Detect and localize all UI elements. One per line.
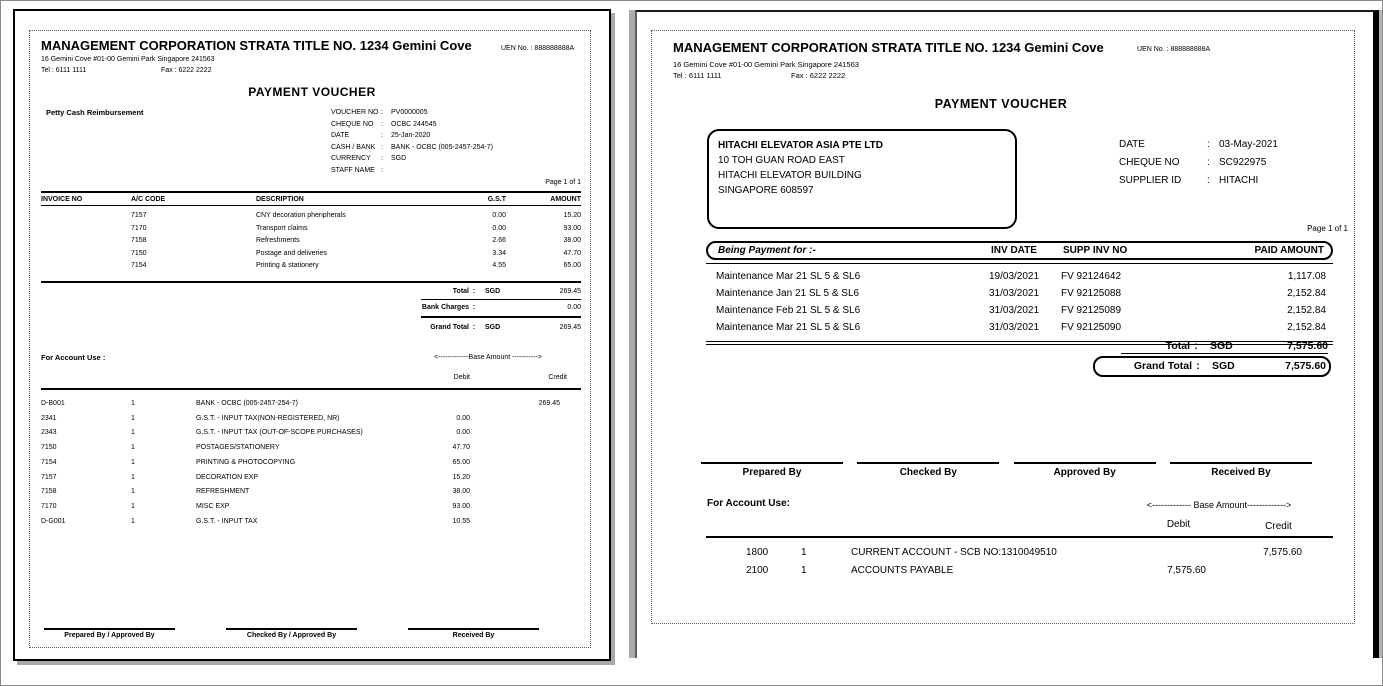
cell-credit — [470, 441, 560, 456]
supplier-address-line: SINGAPORE 608597 — [718, 185, 814, 196]
right-base-amount-arrow: <------------- Base Amount-------------> — [1146, 500, 1292, 510]
left-invoice-table — [41, 191, 581, 283]
cell-account-name: G.S.T. - INPUT TAX — [196, 517, 258, 525]
supplier-address-line: HITACHI ELEVATOR BUILDING — [718, 170, 862, 181]
cell-account-name: ACCOUNTS PAYABLE — [851, 565, 954, 576]
right-uen-value: 888888888A — [1170, 46, 1211, 53]
cell-account-name: G.S.T. - INPUT TAX(NON-REGISTERED, NR) — [196, 414, 340, 422]
account-row — [706, 544, 1333, 562]
detail-colon: : — [381, 166, 383, 174]
cell-amount: 65.00 — [563, 262, 581, 269]
cell-debit: 47.70 — [452, 444, 470, 452]
cell-inv-date: 19/03/2021 — [989, 271, 1040, 282]
left-uen-value: 888888888A — [534, 45, 575, 52]
signature-label: Received By — [1211, 467, 1271, 478]
detail-label: VOUCHER NO — [331, 109, 379, 116]
cell-description: Maintenance Jan 21 SL 5 & SL6 — [716, 288, 860, 299]
cell-debit: 15.20 — [452, 473, 470, 481]
right-payment-table — [706, 241, 1333, 345]
cell-amount: 47.70 — [563, 249, 581, 257]
signature-block — [408, 628, 539, 639]
cell-gst: 0.00 — [492, 224, 506, 232]
cell-account-name: BANK - OCBC (005-2457-254-7) — [196, 400, 298, 407]
left-credit-header: Credit — [548, 374, 567, 381]
detail-value — [391, 165, 493, 177]
detail-colon: : — [381, 155, 383, 162]
cell-amount: 38.00 — [563, 237, 581, 244]
grand-total-divider — [421, 316, 581, 318]
cell-supp-inv-no: FV 92125088 — [1061, 288, 1122, 299]
right-company-name: MANAGEMENT CORPORATION STRATA TITLE NO. 1234 Gemini Cove — [673, 40, 1104, 55]
supplier-address-box — [707, 129, 1017, 229]
bank-charges-label: Bank Charges — [421, 304, 469, 311]
cell-paid-amount: 1,117.08 — [1287, 271, 1326, 282]
cell-debit: 7,575.60 — [1167, 565, 1206, 576]
voucher-detail-row — [331, 107, 493, 119]
cell-debit: 0.00 — [456, 414, 470, 422]
col-invoice-no: INVOICE NO — [41, 196, 83, 203]
cell-qty: 1 — [131, 414, 135, 422]
cell-account-code: 7170 — [41, 502, 57, 510]
detail-label: DATE — [331, 132, 350, 139]
left-account-rows — [41, 397, 581, 529]
invoice-row — [41, 235, 581, 248]
cell-account-name: DECORATION EXP — [196, 473, 259, 481]
total-label: Total — [452, 288, 469, 295]
supplier-address-lines — [718, 153, 1006, 198]
right-payment-rows — [706, 264, 1333, 336]
account-row — [41, 515, 581, 530]
cell-inv-date: 31/03/2021 — [989, 305, 1040, 316]
cell-account-code: 7150 — [41, 444, 57, 452]
cell-qty: 1 — [131, 444, 135, 452]
cell-account-code: D-G001 — [41, 517, 66, 525]
right-account-divider — [706, 536, 1333, 538]
cell-description: Transport claims — [256, 224, 308, 232]
col-being-payment-for: Being Payment for :- — [718, 245, 816, 256]
right-grand-total-row — [1095, 359, 1326, 373]
cell-qty: 1 — [131, 517, 135, 525]
cell-account-name: REFRESHMENT — [196, 488, 250, 496]
right-company-address: 16 Gemini Cove #01-00 Gemini Park Singapore 241563 — [673, 60, 859, 69]
cell-credit — [470, 456, 560, 471]
account-row — [706, 562, 1333, 580]
cell-supp-inv-no: FV 92125090 — [1061, 322, 1122, 333]
detail-value: 03-May-2021 — [1219, 139, 1278, 150]
voucher-detail-row — [1119, 172, 1278, 190]
left-grand-total-row — [41, 321, 581, 334]
payment-row — [716, 319, 1326, 336]
signature-block — [226, 628, 357, 639]
account-row — [41, 456, 581, 471]
right-voucher-page — [635, 10, 1379, 658]
detail-value: OCBC 244545 — [391, 120, 437, 128]
cell-qty: 1 — [801, 565, 807, 576]
voucher-detail-row — [1119, 136, 1278, 154]
cell-qty: 1 — [131, 473, 135, 481]
account-row — [41, 485, 581, 500]
supplier-name: HITACHI ELEVATOR ASIA PTE LTD — [718, 140, 883, 151]
left-debit-header: Debit — [453, 374, 470, 381]
right-doc-title: PAYMENT VOUCHER — [934, 97, 1068, 111]
cell-description: Maintenance Feb 21 SL 5 & SL6 — [716, 305, 861, 316]
cell-gst: 4.55 — [492, 262, 506, 269]
cell-description: Maintenance Mar 21 SL 5 & SL6 — [716, 322, 861, 333]
cell-invoice-no — [41, 260, 131, 273]
grand-total-currency: SGD — [1212, 360, 1235, 372]
cell-credit — [470, 471, 560, 486]
total-label: Total — [1165, 340, 1190, 352]
cell-qty: 1 — [131, 458, 135, 466]
detail-value: HITACHI — [1219, 175, 1259, 186]
right-uen — [1137, 46, 1210, 53]
cell-qty: 1 — [131, 429, 135, 437]
cell-account-code: 7158 — [41, 488, 57, 496]
cell-ac-code: 7154 — [131, 262, 147, 269]
cell-qty: 1 — [131, 502, 135, 510]
cell-account-name: MISC EXP — [196, 502, 230, 510]
cell-amount: 15.20 — [563, 212, 581, 219]
detail-label: STAFF NAME — [331, 166, 375, 174]
cell-supp-inv-no: FV 92124642 — [1061, 271, 1122, 282]
left-uen-label: UEN No. : — [501, 45, 533, 52]
signature-label: Approved By — [1053, 467, 1116, 478]
cell-description: Postage and deliveries — [256, 249, 327, 257]
detail-value: BANK - OCBC (005-2457-254-7) — [391, 143, 493, 151]
cell-qty: 1 — [801, 547, 807, 558]
detail-value: SC922975 — [1219, 157, 1267, 168]
cell-description: CNY decoration pheripherals — [256, 212, 346, 219]
cell-account-name: G.S.T. - INPUT TAX (OUT-OF-SCOPE PURCHASES) — [196, 429, 363, 437]
right-account-rows — [706, 544, 1333, 580]
cell-gst: 0.00 — [492, 212, 506, 219]
account-row — [41, 426, 581, 441]
cell-qty: 1 — [131, 400, 135, 407]
signature-label: Checked By / Approved By — [246, 632, 337, 639]
cell-inv-date: 31/03/2021 — [989, 288, 1040, 299]
left-company-tel: Tel : 6111 1111 — [41, 67, 87, 74]
signature-label: Prepared By — [742, 467, 802, 478]
account-row — [41, 397, 581, 412]
total-value: 269.45 — [559, 288, 581, 295]
payment-row — [716, 302, 1326, 319]
cell-account-code: 2341 — [41, 414, 57, 422]
cell-debit: 65.00 — [452, 458, 470, 466]
cell-credit — [1206, 562, 1302, 580]
col-supp-inv-no: SUPP INV NO — [1063, 245, 1128, 256]
detail-label: SUPPLIER ID — [1119, 175, 1182, 186]
total-colon: : — [472, 288, 476, 295]
account-row — [41, 412, 581, 427]
account-row — [41, 500, 581, 515]
grand-total-colon: : — [1196, 360, 1200, 372]
bank-charges-value: 0.00 — [567, 304, 581, 311]
signature-label: Checked By — [899, 467, 957, 478]
cell-supp-inv-no: FV 92125089 — [1061, 305, 1122, 316]
cell-debit — [381, 397, 470, 412]
left-uen — [501, 45, 574, 52]
cell-gst: 3.34 — [492, 249, 506, 257]
detail-colon: : — [1207, 139, 1210, 150]
right-debit-header: Debit — [1166, 519, 1191, 530]
grand-total-currency: SGD — [485, 324, 501, 331]
total-currency: SGD — [1210, 340, 1233, 352]
cell-credit — [470, 485, 560, 500]
signature-block — [44, 628, 175, 639]
cell-description: Refreshments — [256, 237, 300, 244]
detail-value: SGD — [391, 155, 407, 162]
left-signature-section — [44, 628, 539, 639]
cell-account-code: D-B001 — [41, 400, 65, 407]
left-page-number: Page 1 of 1 — [545, 179, 581, 186]
signature-label: Prepared By / Approved By — [64, 632, 155, 639]
detail-label: CASH / BANK — [331, 143, 376, 151]
voucher-detail-row — [331, 130, 493, 142]
cell-description: Maintenance Mar 21 SL 5 & SL6 — [716, 271, 861, 282]
detail-colon: : — [1207, 157, 1210, 168]
total-value: 7,575.60 — [1287, 340, 1328, 352]
cell-inv-date: 31/03/2021 — [989, 322, 1040, 333]
cell-debit — [1111, 544, 1206, 562]
cell-amount: 93.00 — [563, 224, 581, 232]
cell-invoice-no — [41, 235, 131, 248]
voucher-detail-row — [331, 165, 493, 177]
cell-ac-code: 7150 — [131, 249, 147, 257]
left-account-divider — [41, 388, 581, 390]
cell-credit — [470, 515, 560, 530]
cell-invoice-no — [41, 223, 131, 236]
cell-account-name: CURRENT ACCOUNT - SCB NO:1310049510 — [851, 547, 1057, 558]
col-paid-amount: PAID AMOUNT — [1254, 245, 1324, 256]
right-uen-label: UEN No. : — [1137, 46, 1169, 53]
cell-account-name: POSTAGES/STATIONERY — [196, 444, 280, 452]
total-currency: SGD — [485, 288, 501, 295]
total-divider — [1121, 353, 1328, 354]
cell-account-code: 7157 — [41, 473, 57, 481]
cell-ac-code: 7158 — [131, 237, 147, 244]
right-signature-section — [701, 462, 1312, 478]
right-company-fax: Fax : 6222 2222 — [791, 71, 846, 80]
signature-block — [1014, 462, 1156, 478]
right-account-use-heading: For Account Use: — [707, 498, 790, 509]
cell-credit — [470, 426, 560, 441]
cell-debit: 0.00 — [456, 429, 470, 437]
payment-row — [716, 285, 1326, 302]
total-colon: : — [1194, 340, 1198, 352]
grand-total-box — [1093, 356, 1331, 377]
right-company-tel: Tel : 6111 1111 — [673, 71, 722, 80]
detail-colon: : — [381, 109, 383, 116]
voucher-detail-row — [331, 153, 493, 165]
left-memo: Petty Cash Reimbursement — [46, 108, 144, 117]
right-voucher-details — [1119, 136, 1278, 190]
detail-label: DATE — [1119, 139, 1145, 150]
col-inv-date: INV DATE — [991, 245, 1037, 256]
left-bank-charges-row — [41, 301, 581, 314]
left-company-address: 16 Gemini Cove #01-00 Gemini Park Singapore 241563 — [41, 56, 215, 63]
cell-account-code: 2343 — [41, 429, 57, 437]
detail-value: 25-Jan-2020 — [391, 132, 431, 139]
grand-total-value: 269.45 — [559, 324, 581, 331]
cell-debit: 38.00 — [452, 488, 470, 496]
left-printable-area-border — [29, 30, 591, 648]
bank-charges-colon: : — [472, 304, 476, 311]
signature-label: Received By — [452, 632, 495, 639]
supplier-address-line: 10 TOH GUAN ROAD EAST — [718, 155, 845, 166]
cell-paid-amount: 2,152.84 — [1287, 322, 1326, 333]
cell-account-code: 1800 — [746, 547, 769, 558]
col-amount: AMOUNT — [550, 196, 581, 203]
detail-colon: : — [381, 132, 383, 139]
left-totals-section — [41, 285, 581, 334]
signature-block — [1170, 462, 1312, 478]
cell-debit: 93.00 — [452, 502, 470, 510]
cell-invoice-no — [41, 210, 131, 223]
left-account-use-heading: For Account Use : — [41, 353, 106, 362]
cell-paid-amount: 2,152.84 — [1287, 288, 1326, 299]
cell-description: Printing & stationery — [256, 262, 319, 269]
detail-colon: : — [381, 120, 383, 128]
cell-credit: 269.45 — [538, 400, 560, 407]
cell-gst: 2.66 — [492, 237, 506, 244]
cell-account-code: 2100 — [746, 565, 769, 576]
cell-invoice-no — [41, 248, 131, 261]
cell-credit: 7,575.60 — [1263, 547, 1302, 558]
payment-row — [716, 268, 1326, 285]
cell-paid-amount: 2,152.84 — [1287, 305, 1326, 316]
cell-account-name: PRINTING & PHOTOCOPYING — [196, 458, 296, 466]
totals-divider — [421, 299, 581, 300]
invoice-row — [41, 260, 581, 273]
grand-total-label: Grand Total — [430, 324, 469, 331]
cell-qty: 1 — [131, 488, 135, 496]
col-ac-code: A/C CODE — [131, 196, 166, 203]
invoice-row — [41, 248, 581, 261]
grand-total-value: 7,575.60 — [1285, 360, 1326, 372]
account-row — [41, 471, 581, 486]
cell-debit: 10.55 — [452, 517, 470, 525]
left-company-name: MANAGEMENT CORPORATION STRATA TITLE NO. 1234 Gemini Cove — [41, 38, 472, 53]
cell-credit — [470, 412, 560, 427]
right-credit-header: Credit — [1265, 521, 1292, 532]
invoice-row — [41, 223, 581, 236]
signature-block — [857, 462, 999, 478]
right-page-number: Page 1 of 1 — [1307, 224, 1348, 233]
voucher-detail-row — [331, 119, 493, 131]
voucher-detail-row — [1119, 154, 1278, 172]
detail-colon: : — [1207, 175, 1210, 186]
left-base-amount-arrow: <-------------Base Amount -----------> — [434, 354, 542, 361]
left-doc-title: PAYMENT VOUCHER — [248, 85, 376, 99]
right-totals-section — [1065, 339, 1331, 377]
left-company-fax: Fax : 6222 2222 — [161, 67, 212, 74]
account-row — [41, 441, 581, 456]
detail-value: PV0000005 — [391, 109, 428, 116]
col-description: DESCRIPTION — [256, 196, 304, 203]
cell-account-code: 7154 — [41, 458, 57, 466]
detail-colon: : — [381, 143, 383, 151]
cell-ac-code: 7157 — [131, 212, 147, 219]
cell-ac-code: 7170 — [131, 224, 147, 232]
detail-label: CHEQUE NO — [1119, 157, 1180, 168]
voucher-detail-row — [331, 142, 493, 154]
grand-total-label: Grand Total — [1133, 360, 1192, 372]
col-gst: G.S.T — [487, 196, 506, 203]
detail-label: CHEQUE NO — [331, 120, 374, 128]
grand-total-colon: : — [472, 324, 476, 331]
left-total-row — [41, 285, 581, 298]
left-voucher-details — [331, 107, 493, 176]
invoice-row — [41, 210, 581, 223]
left-voucher-page — [13, 9, 611, 661]
signature-block — [701, 462, 843, 478]
cell-credit — [470, 500, 560, 515]
left-invoice-header-row — [41, 193, 581, 206]
right-payment-header-row — [706, 241, 1333, 260]
left-invoice-rows — [41, 206, 581, 273]
right-total-row — [1065, 339, 1331, 353]
detail-label: CURRENCY — [331, 155, 371, 162]
